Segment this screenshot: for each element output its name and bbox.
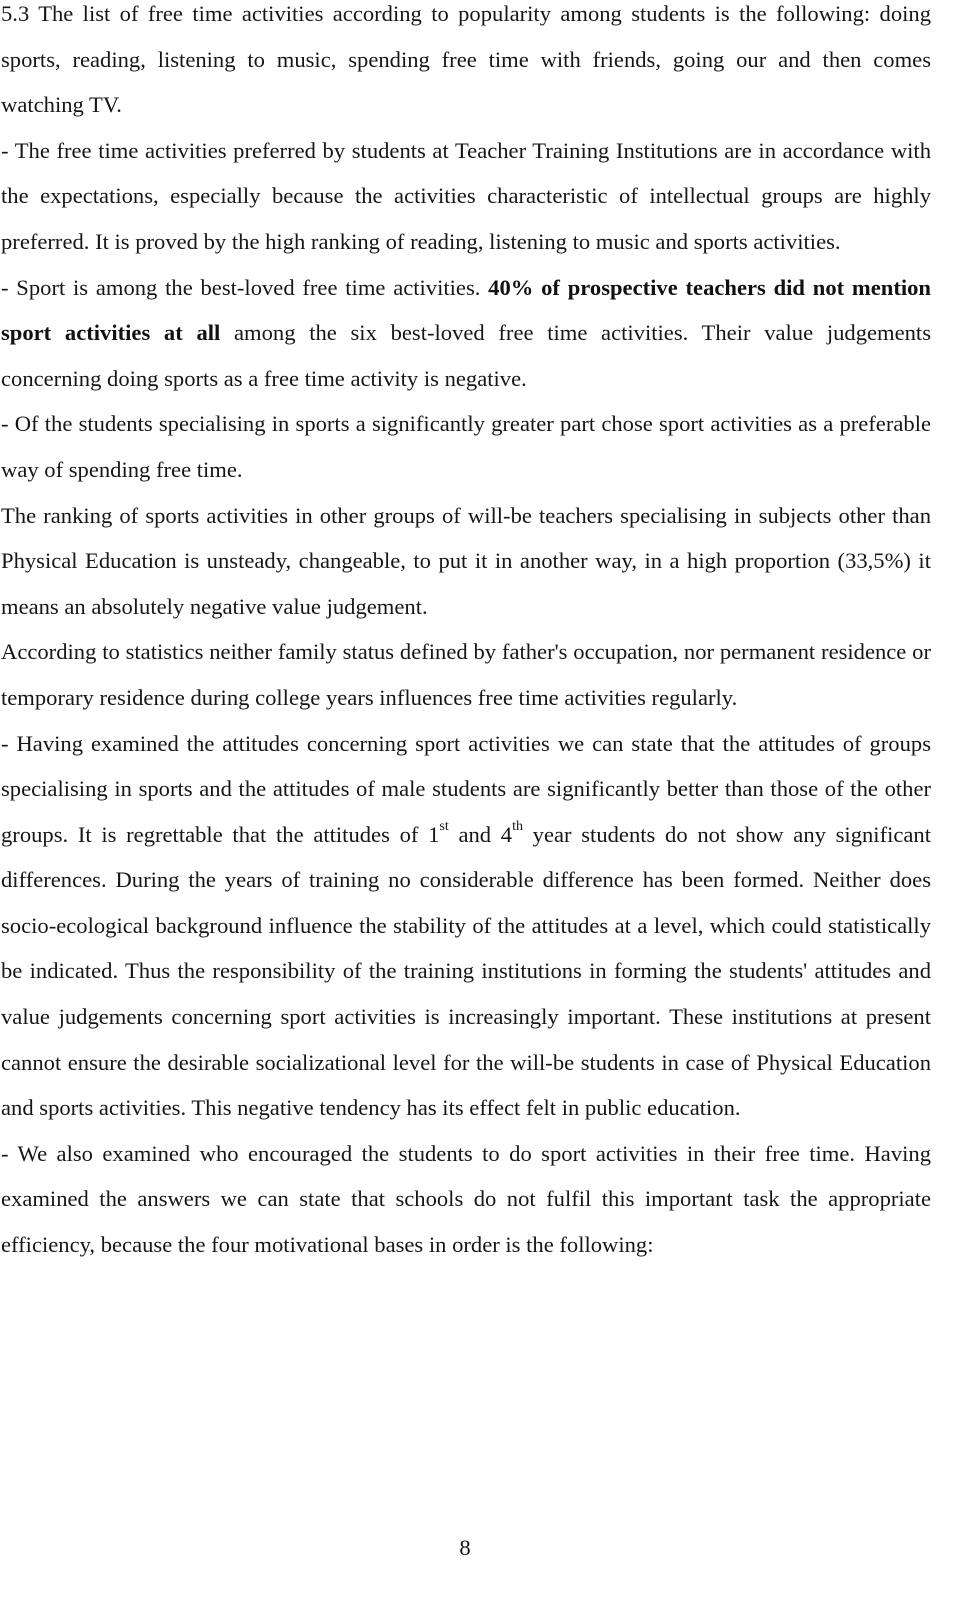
paragraph-encouragement: - We also examined who encouraged the students to do sport activities in their free time. Having examined the answers we can state that schools do not fulfil this important task the appropriate efficiency, because the four motivational bases in order is the following: bbox=[1, 1140, 931, 1258]
paragraph-sport-best-loved bbox=[1, 265, 931, 402]
paragraph-attitudes-part-3: year students do not show any significant differences. During the years of training no considerable difference has been formed. Neither does socio-ecological background influence the stability of the attitudes at a level, which could statistically be indicated. Thus the responsibility of the training institutions in forming the students' attitudes and value judgements concerning sport activities is increasingly important. These institutions at present cannot ensure the desirable socializational level for the will-be students in case of Physical Education and sports activities. This negative tendency has its effect felt in public education. bbox=[1, 821, 931, 1121]
ordinal-superscript-st: st bbox=[439, 819, 449, 835]
body-text bbox=[1, 0, 931, 1268]
paragraph-sport-text-start: - Sport is among the best-loved free time activities. bbox=[1, 274, 489, 300]
highlighted-statistic: 40% of prospective teachers did not mention sport activities at all bbox=[1, 274, 931, 346]
paragraph-teacher-training-preferences: - The free time activities preferred by students at Teacher Training Institutions are in accordance with the expectations, especially because the activities characteristic of intellectual groups are highly preferred. It is proved by the high ranking of reading, listening to music and sports activities. bbox=[1, 137, 931, 254]
paragraph-ranking-other-groups: The ranking of sports activities in other groups of will-be teachers specialising in subjects other than Physical Education is unsteady, changeable, to put it in another way, in a high proportion (33,5%) it means an absolutely negative value judgement. bbox=[1, 502, 931, 619]
ordinal-superscript-th: th bbox=[512, 819, 523, 835]
paragraph-statistics-family-status: According to statistics neither family status defined by father's occupation, nor permanent residence or temporary residence during college years influences free time activities regularly. bbox=[1, 639, 931, 710]
paragraph-popularity-list: 5.3 The list of free time activities according to popularity among students is the following: doing sports, reading, listening to music, spending free time with friends, going our and then comes watching TV. bbox=[1, 1, 931, 118]
paragraph-sport-text-end: among the six best-loved free time activities. Their value judgements concerning doing sports as a free time activity is negative. bbox=[1, 320, 931, 391]
paragraph-attitudes-part-2: and 4 bbox=[448, 821, 513, 847]
paragraph-sports-specialists: - Of the students specialising in sports a significantly greater part chose sport activities as a preferable way of spending free time. bbox=[1, 411, 931, 482]
paragraph-attitudes-part-1: - Having examined the attitudes concerning sport activities we can state that the attitudes of groups specialising in sports and the attitudes of male students are significantly better than those of the other groups. It is regrettable that the attitudes of 1 bbox=[1, 730, 931, 847]
page-number: 8 bbox=[459, 1535, 471, 1560]
paragraph-attitudes bbox=[1, 721, 931, 1131]
